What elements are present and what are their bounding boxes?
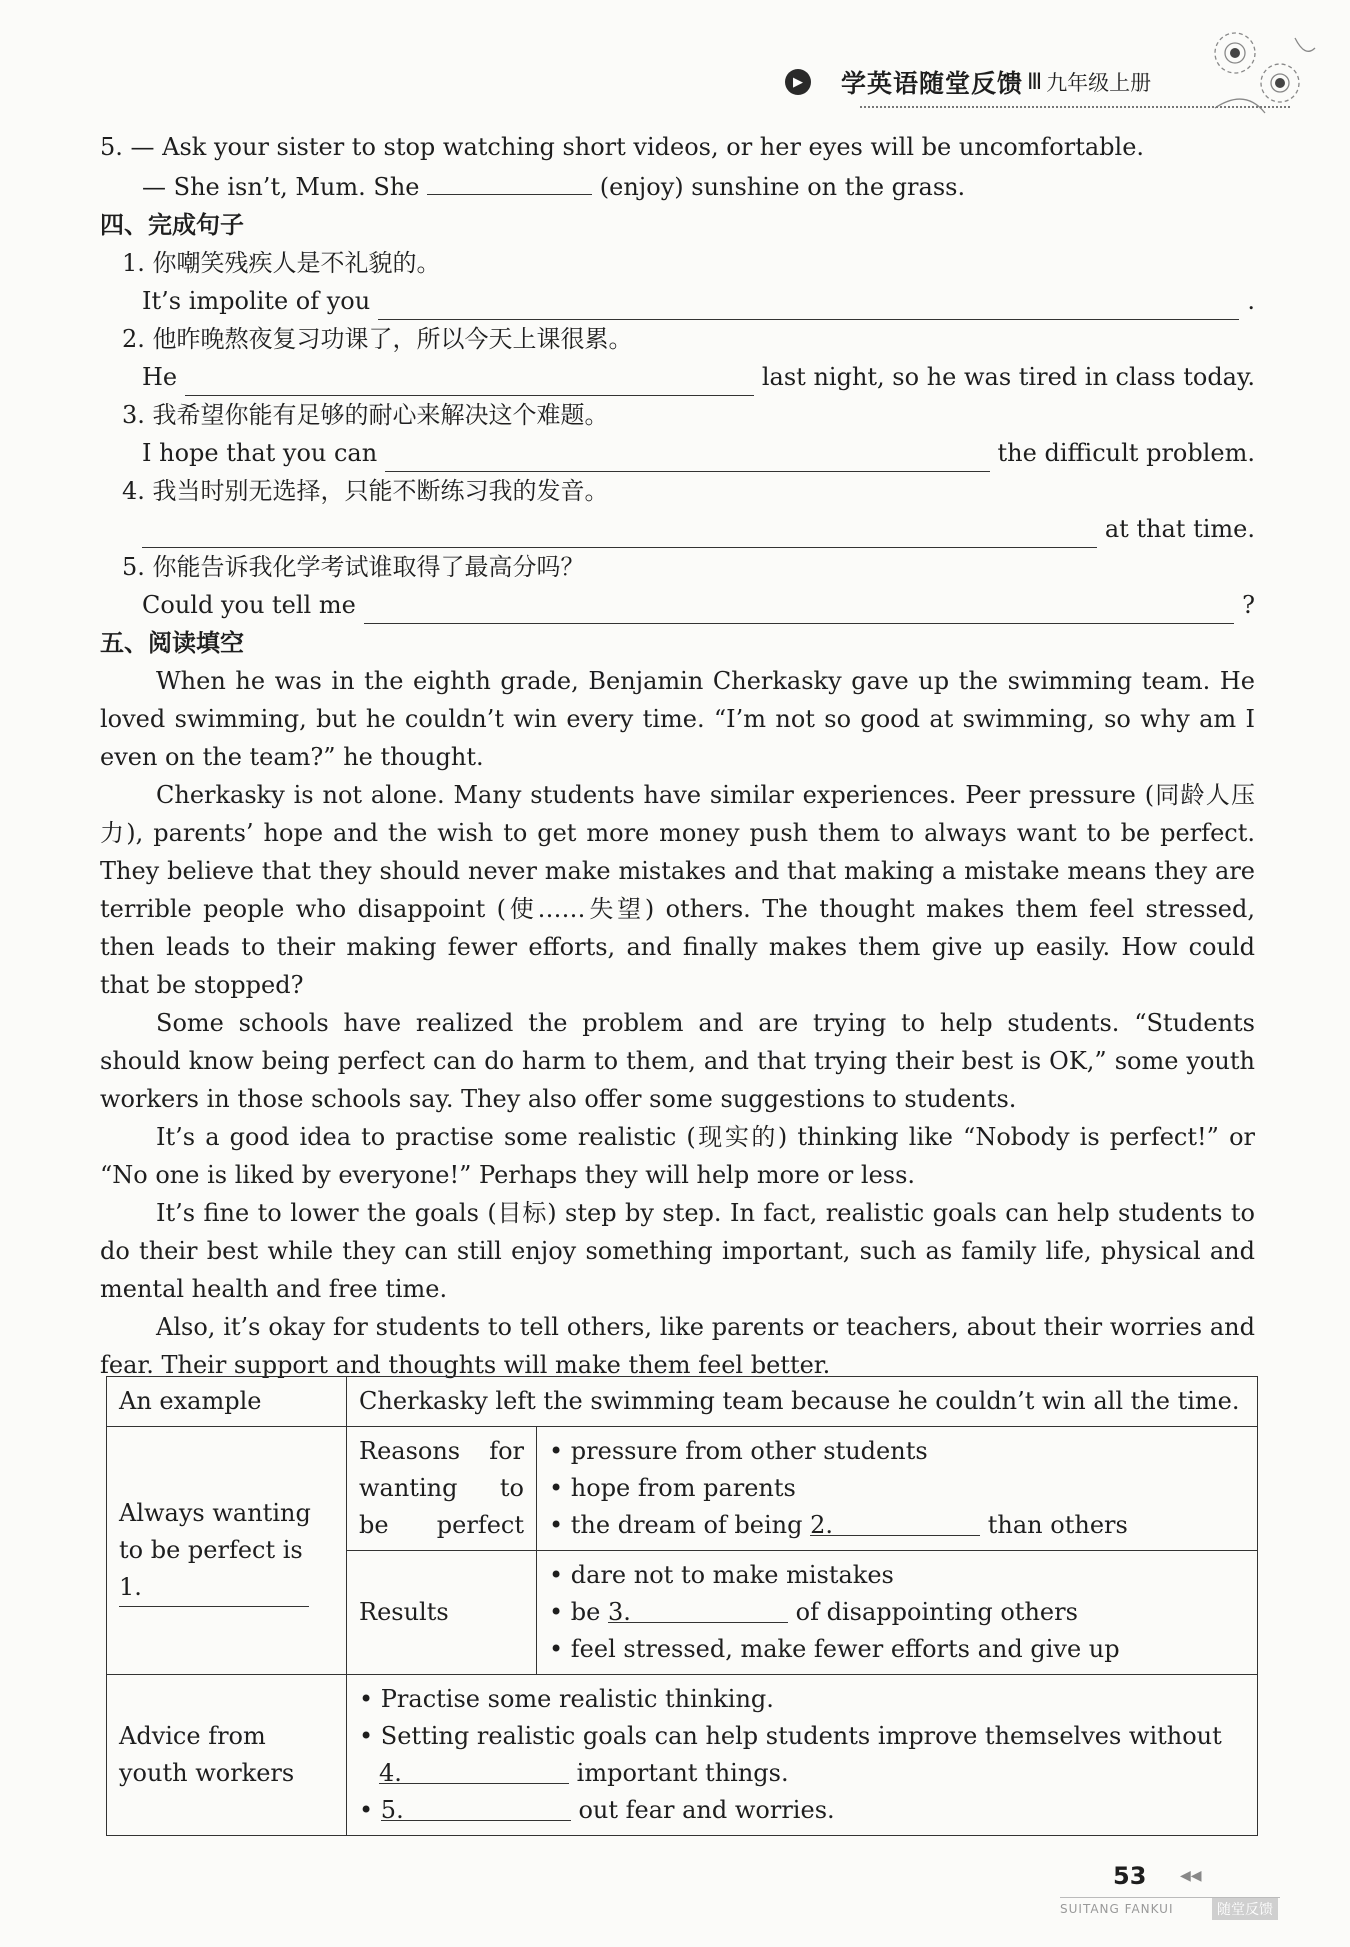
advice-item	[359, 1792, 1245, 1829]
result-item: • feel stressed, make fewer efforts and give up	[549, 1635, 1120, 1663]
reading-paragraph-3: Some schools have realized the problem and are trying to help students. “Students should know being perfect can do harm to them, and that trying their best is OK,” some youth workers in those schools say. They also offer some suggestions to students.	[100, 1009, 1255, 1113]
grade-label: 九年级上册	[1046, 71, 1152, 95]
table-row	[107, 1427, 1258, 1551]
reading-paragraph-1: When he was in the eighth grade, Benjamin Cherkasky gave up the swimming team. He loved swimming, but he couldn’t win every time. “I’m not so good at swimming, so why am I even on the team?” he thought.	[100, 667, 1255, 771]
q5-answer-blank[interactable]	[427, 166, 592, 195]
s4-item4-post: at that time.	[1104, 515, 1255, 543]
advice-item: • Setting realistic goals can help students improve themselves without	[359, 1722, 1222, 1750]
s4-item5-post: ?	[1242, 591, 1255, 619]
reason-item-pre: • the dream of being	[549, 1511, 803, 1539]
table-row	[107, 1377, 1258, 1427]
reason-item	[549, 1507, 1245, 1544]
reason-item-post: than others	[987, 1511, 1128, 1539]
s4-item5-pre: Could you tell me	[142, 591, 356, 619]
reasons-cell	[537, 1427, 1258, 1551]
reading-paragraph-5: It’s fine to lower the goals (目标) step by step. In fact, realistic goals can help students to do their best while they can still enjoy something important, such as family life, physical and mental health and free time.	[100, 1199, 1255, 1303]
page-header	[785, 60, 1265, 104]
advice-item-post: out fear and worries.	[578, 1796, 835, 1824]
example-text: Cherkasky left the swimming team because he couldn’t win all the time.	[347, 1377, 1258, 1427]
s4-item2-cn: 2. 他昨晚熬夜复习功课了，所以今天上课很累。	[122, 325, 633, 353]
blank-2-number: 2.	[810, 1511, 834, 1539]
s4-item3-pre: I hope that you can	[142, 439, 378, 467]
result-item-pre: • be	[549, 1598, 601, 1626]
q5-line2-pre: — She isn’t, Mum. She	[142, 173, 420, 201]
footer-english: SUITANG FANKUI	[1060, 1902, 1174, 1916]
advice-item-post: important things.	[576, 1759, 789, 1787]
blank-3-number: 3.	[608, 1598, 631, 1626]
book-title: 学英语随堂反馈	[841, 69, 1024, 98]
s4-item2-blank[interactable]	[185, 369, 754, 396]
always-wanting-cell	[107, 1427, 347, 1675]
result-item	[549, 1594, 1245, 1631]
s4-item3-cn: 3. 我希望你能有足够的耐心来解决这个难题。	[122, 401, 609, 429]
blank-1-number: 1.	[119, 1572, 142, 1601]
s4-item1-answer-row	[100, 282, 1255, 320]
s4-item3-answer-row	[100, 434, 1255, 472]
s4-item2-pre: He	[142, 363, 178, 391]
triangle-left-icon: ◀◀	[1180, 1868, 1202, 1884]
s4-item1-post: .	[1247, 287, 1255, 315]
play-icon: ▶	[785, 69, 811, 95]
advice-item: • Practise some realistic thinking.	[359, 1685, 774, 1713]
blank-1[interactable]	[119, 1569, 309, 1607]
reasons-label: Reasons for wanting to be perfect	[347, 1427, 537, 1551]
s4-item5-blank[interactable]	[364, 597, 1234, 624]
advice-cell	[347, 1675, 1258, 1836]
always-label: Always wanting to be perfect is	[119, 1498, 311, 1564]
blank-5[interactable]	[380, 1792, 571, 1824]
s4-item4-blank[interactable]	[142, 521, 1097, 548]
main-content	[100, 128, 1255, 1384]
result-item: • dare not to make mistakes	[549, 1561, 894, 1589]
summary-table	[106, 1376, 1258, 1836]
page-number: 53	[1113, 1862, 1147, 1890]
blank-3[interactable]	[608, 1594, 788, 1626]
section4-heading: 四、完成句子	[100, 211, 244, 239]
s4-item2-answer-row	[100, 358, 1255, 396]
q5-line1: 5. — Ask your sister to stop watching short videos, or her eyes will be uncomfortable.	[100, 133, 1145, 161]
s4-item4-answer-row	[100, 510, 1255, 548]
s4-item1-pre: It’s impolite of you	[142, 287, 371, 315]
result-item-post: of disappointing others	[795, 1598, 1078, 1626]
reason-item: • pressure from other students	[549, 1437, 928, 1465]
s4-item5-answer-row	[100, 586, 1255, 624]
reading-paragraph-4: It’s a good idea to practise some realistic (现实的) thinking like “Nobody is perfect!” or “No one is liked by everyone!” Perhaps they will help more or less.	[100, 1123, 1255, 1189]
section5-heading: 五、阅读填空	[100, 629, 244, 657]
advice-bullet: •	[359, 1796, 374, 1824]
results-cell	[537, 1551, 1258, 1675]
s4-item3-post: the difficult problem.	[997, 439, 1255, 467]
reading-paragraph-2: Cherkasky is not alone. Many students have similar experiences. Peer pressure (同龄人压力), parents’ hope and the wish to get more money push them to always want to be perfect. They believe that they should never make mistakes and that making a mistake means they are terrible people who disappoint (使……失望) others. The thought makes them feel stressed, then leads to their making fewer efforts, and finally makes them give up easily. How could that be stopped?	[100, 781, 1255, 999]
header-divider	[860, 106, 1290, 108]
reading-paragraph-6: Also, it’s okay for students to tell others, like parents or teachers, about their worries and fear. Their support and thoughts will make them feel better.	[100, 1313, 1255, 1379]
s4-item5-cn: 5. 你能告诉我化学考试谁取得了最高分吗？	[122, 553, 585, 581]
volume-mark: Ⅲ	[1027, 69, 1043, 95]
advice-label: Advice from youth workers	[107, 1675, 347, 1836]
reason-item: • hope from parents	[549, 1474, 796, 1502]
blank-4-number: 4.	[379, 1759, 402, 1787]
s4-item1-blank[interactable]	[378, 293, 1239, 320]
q5-line2-post: (enjoy) sunshine on the grass.	[599, 173, 966, 201]
advice-item	[359, 1755, 1245, 1792]
s4-item3-blank[interactable]	[385, 445, 989, 472]
s4-item1-cn: 1. 你嘲笑残疾人是不礼貌的。	[122, 249, 441, 277]
example-label: An example	[107, 1377, 347, 1427]
blank-2[interactable]	[810, 1507, 980, 1539]
results-label: Results	[347, 1551, 537, 1675]
s4-item2-post: last night, so he was tired in class today.	[761, 363, 1255, 391]
footer-chinese: 随堂反馈	[1212, 1898, 1278, 1920]
blank-5-number: 5.	[380, 1796, 404, 1824]
blank-4[interactable]	[379, 1755, 569, 1787]
s4-item4-cn: 4. 我当时别无选择，只能不断练习我的发音。	[122, 477, 609, 505]
table-row	[107, 1675, 1258, 1836]
